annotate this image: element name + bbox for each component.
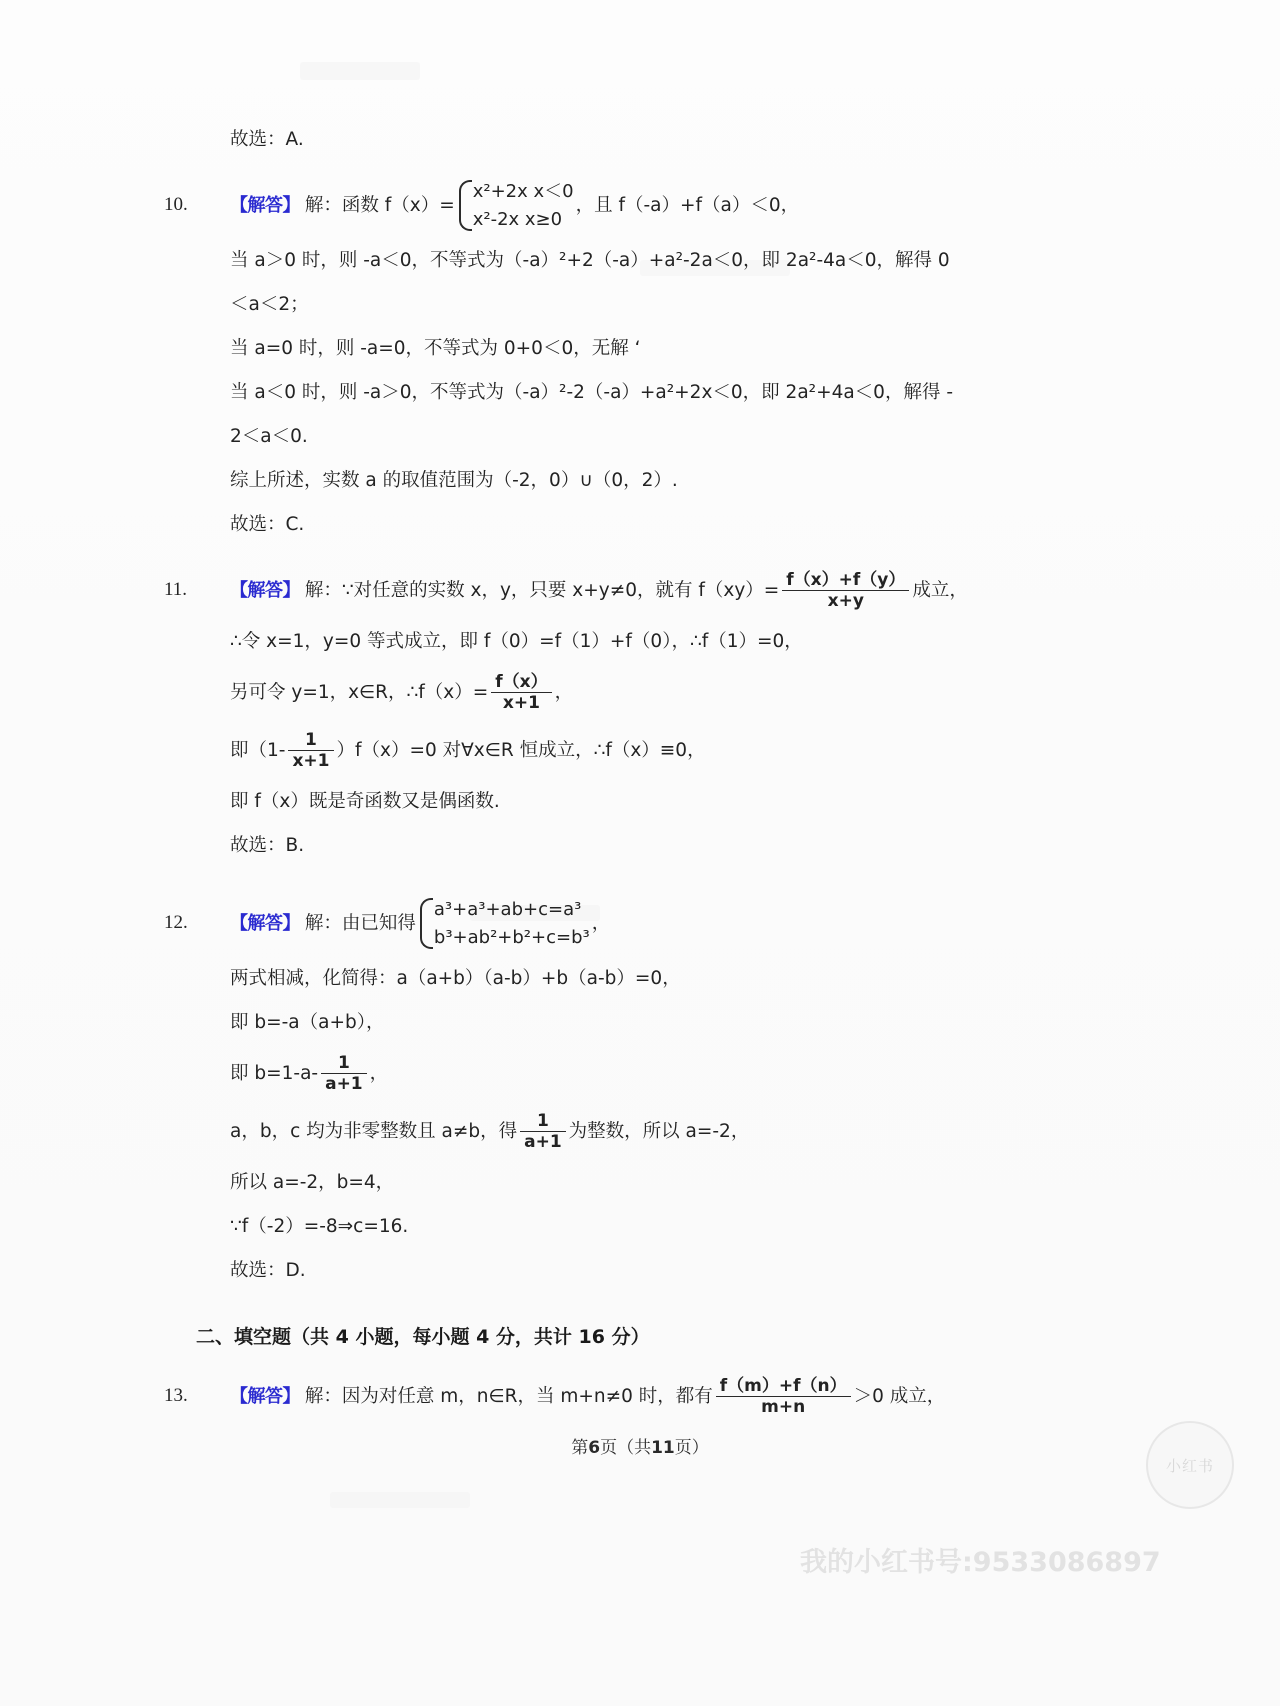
answer-line: 综上所述，实数 a 的取值范围为（-2，0）∪（0，2）. [230,470,678,491]
solution-block-q12 [164,890,1108,1293]
footer-suffix: 页） [674,1438,709,1458]
answer-line: 故选：C. [230,514,305,535]
fraction-post: ）f（x）=0 对∀x∈R 恒成立，∴f（x）≡0， [336,740,706,761]
fraction-denominator: x+1 [288,750,333,771]
answer-line: 即 b=-a（a+b）， [230,1012,385,1033]
fraction-numerator: 1 [536,1110,549,1131]
piecewise-row: x²-2x x≥0 [472,208,563,230]
piecewise-lead: 解：由已知得 [304,913,416,934]
piecewise-trail: ， [591,913,611,934]
fraction-pre: 解：因为对任意 m，n∈R，当 m+n≠0 时，都有 [304,1386,713,1407]
fraction [321,1053,367,1094]
stamp-label: 小红书 [1165,1456,1214,1475]
fraction-denominator: a+1 [520,1131,566,1152]
fraction-numerator: 1 [305,729,317,750]
answer-line: 2＜a＜0. [230,426,308,447]
fraction [491,672,551,713]
question-number-11: 11. [164,579,188,600]
question-13-statement [164,1367,1108,1426]
answer-line: ∴令 x=1，y=0 等式成立，即 f（0）=f（1）+f（0），∴f（1）=0， [230,631,803,652]
fraction-denominator: x+1 [491,692,551,713]
question-number-12: 12. [164,912,188,933]
footer-page-number: 6 [588,1438,601,1458]
fraction-pre: 解：∵对任意的实数 x，y，只要 x+y≠0，就有 f（xy）= [304,580,780,601]
jieda-tag: 【解答】 [230,1386,300,1406]
answer-line: 故选：A. [230,129,304,150]
fraction-post: ， [554,682,574,703]
watermark-text: 我的小红书号:9533086897 [800,1547,1161,1578]
answer-line: 当 a＜0 时，则 -a＞0，不等式为（-a）²-2（-a）+a²+2x＜0，即 2a²+4a＜0，解得 - [230,382,954,403]
fraction-post: 为整数，所以 a=-2， [568,1121,750,1142]
fraction [782,570,909,611]
answer-line: ＜a＜2； [230,294,309,315]
piecewise-row: x²+2x x＜0 [472,180,574,202]
fraction-denominator: x+y [782,590,909,611]
question-12-statement [164,890,1108,957]
piecewise-brace [418,896,590,952]
fraction-numerator: f（x）+f（y） [786,569,906,590]
answer-line: ∵f（-2）=-8⇒c=16. [230,1216,409,1237]
page-footer [0,1433,1280,1458]
answer-key-body [164,118,1108,1430]
piecewise-brace [457,178,574,234]
question-number-10: 10. [164,194,188,215]
piecewise-lead: 解：函数 f（x）= [304,195,455,216]
footer-middle: 页（共 [600,1438,652,1458]
answer-line: 当 a＞0 时，则 -a＜0，不等式为（-a）²+2（-a）+a²-2a＜0，即 2a²-4a＜0，解得 0 [230,250,950,271]
answer-line: 故选：B. [230,835,305,856]
fraction-numerator: f（m）+f（n） [719,1375,847,1396]
answer-line: 故选：D. [230,1260,306,1281]
answer-line [196,722,1108,780]
fraction-post: ＞0 成立， [853,1386,946,1407]
fraction [288,730,333,771]
answer-line [196,664,1108,722]
xiaohongshu-stamp-icon [1146,1421,1234,1509]
fraction-post: ， [369,1063,389,1084]
fraction-numerator: 1 [337,1052,350,1073]
fraction [716,1376,851,1417]
fraction-post: 成立， [912,580,968,601]
jieda-tag: 【解答】 [230,913,300,933]
piecewise-trail: ，且 f（-a）+f（a）＜0， [575,195,800,216]
solution-block-q10 [164,172,1108,547]
solution-block-prev [196,118,1108,162]
scan-artifact [330,1492,470,1508]
question-10-statement [164,172,1108,239]
answer-line [196,1045,1108,1103]
fraction-denominator: a+1 [321,1073,367,1094]
piecewise-row: b³+ab²+b²+c=b³ [433,926,590,948]
answer-line [196,1103,1108,1161]
solution-block-q13 [164,1367,1108,1426]
solution-block-q11 [164,561,1108,868]
question-number-13: 13. [164,1385,188,1406]
fraction-pre: 即（1- [230,740,286,761]
question-11-statement [164,561,1108,620]
fraction-numerator: f（x） [495,671,548,692]
footer-total-pages: 11 [651,1438,675,1458]
footer-prefix: 第 [571,1438,589,1458]
fraction [520,1111,566,1152]
piecewise-row: a³+a³+ab+c=a³ [433,898,582,920]
section-heading-fill-in-blanks: 二、填空题（共 4 小题，每小题 4 分，共计 16 分） [196,1326,650,1348]
answer-line: 所以 a=-2，b=4， [230,1172,395,1193]
fraction-denominator: m+n [716,1396,851,1417]
answer-line: 当 a=0 时，则 -a=0，不等式为 0+0＜0，无解 ‘ [230,338,641,359]
fraction-pre: 另可令 y=1，x∈R，∴f（x）= [230,682,489,703]
answer-line: 两式相减，化简得：a（a+b）（a-b）+b（a-b）=0， [230,968,681,989]
jieda-tag: 【解答】 [230,195,300,215]
fraction-pre: a，b，c 均为非零整数且 a≠b，得 [230,1121,518,1142]
jieda-tag: 【解答】 [230,580,300,600]
fraction-pre: 即 b=1-a- [230,1063,319,1084]
scan-artifact [300,62,420,80]
answer-line: 即 f（x）既是奇函数又是偶函数. [230,791,500,812]
